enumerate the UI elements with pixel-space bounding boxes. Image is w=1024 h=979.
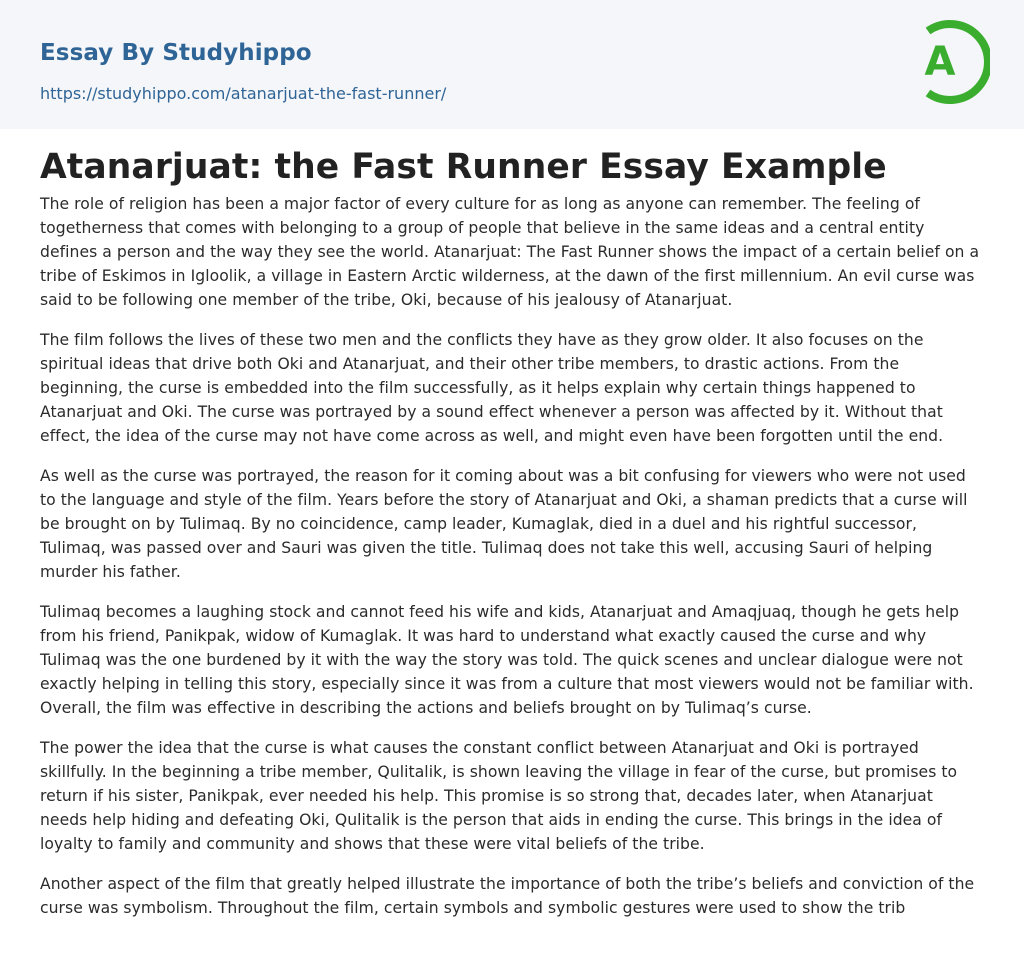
studyhippo-logo-icon[interactable] bbox=[906, 18, 990, 106]
article-paragraph: The role of religion has been a major factor of every culture for as long as anyone can remember. The feeling of togetherness that comes with belonging to a group of people that believe in the same ideas and a central entity defines a person and the way they see the world. Atanarjuat: The Fast Runner shows the impact of a certain belief on a tribe of Eskimos in Igloolik, a village in Eastern Arctic wilderness, at the dawn of the first millennium. An evil curse was said to be following one member of the tribe, Oki, because of his jealousy of Atanarjuat. bbox=[40, 195, 980, 309]
article-paragraph: Tulimaq becomes a laughing stock and cannot feed his wife and kids, Atanarjuat and Amaqjuaq, though he gets help from his friend, Panikpak, widow of Kumaglak. It was hard to understand what exactly caused the curse and why Tulimaq was the one burdened by it with the way the story was told. The quick scenes and unclear dialogue were not exactly helping in telling this story, especially since it was from a culture that most viewers would not be familiar with. Overall, the film was effective in describing the actions and beliefs brought on by Tulimaq’s curse. bbox=[40, 603, 974, 717]
article-paragraph: The power the idea that the curse is what causes the constant conflict between Atanarjuat and Oki is portrayed skillfully. In the beginning a tribe member, Qulitalik, is shown leaving the village in fear of the curse, but promises to return if his sister, Panikpak, ever needed his help. This promise is so strong that, decades later, when Atanarjuat needs help hiding and defeating Oki, Qulitalik is the person that aids in ending the curse. This brings in the idea of loyalty to family and community and shows that these were vital beliefs of the tribe. bbox=[40, 739, 958, 853]
logo-letter: A bbox=[924, 39, 956, 85]
site-header bbox=[0, 0, 1024, 129]
article-paragraph: The film follows the lives of these two men and the conflicts they have as they grow older. It also focuses on the spiritual ideas that drive both Oki and Atanarjuat, and their other tribe members, to drastic actions. From the beginning, the curse is embedded into the film successfully, as it helps explain why certain things happened to Atanarjuat and Oki. The curse was portrayed by a sound effect whenever a person was affected by it. Without that effect, the idea of the curse may not have come across as well, and might even have been forgotten until the end. bbox=[40, 331, 944, 445]
article-paragraph: Another aspect of the film that greatly helped illustrate the importance of both the tribe’s beliefs and conviction of the curse was symbolism. Throughout the film, certain symbols and symbolic gestures were used to show the trib bbox=[40, 875, 975, 917]
article-paragraph: As well as the curse was portrayed, the reason for it coming about was a bit confusing for viewers who were not used to the language and style of the film. Years before the story of Atanarjuat and Oki, a shaman predicts that a curse will be brought on by Tulimaq. By no coincidence, camp leader, Kumaglak, died in a duel and his rightful successor, Tulimaq, was passed over and Sauri was given the title. Tulimaq does not take this well, accusing Sauri of helping murder his father. bbox=[40, 467, 968, 581]
article-title: Atanarjuat: the Fast Runner Essay Example bbox=[40, 147, 887, 187]
article bbox=[0, 129, 1024, 920]
source-url-link[interactable]: https://studyhippo.com/atanarjuat-the-fast-runner/ bbox=[40, 84, 447, 103]
site-brand[interactable]: Essay By Studyhippo bbox=[40, 40, 312, 66]
